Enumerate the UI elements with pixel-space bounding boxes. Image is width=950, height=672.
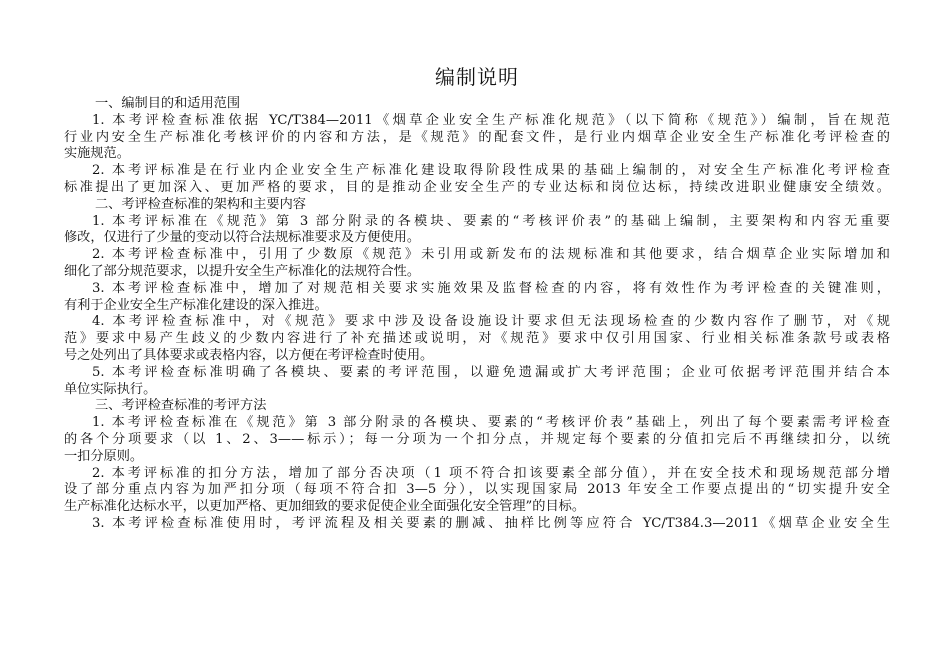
paragraph-line: 修改，仅进行了少量的变动以符合法规标准要求及方便使用。 [64,230,421,246]
paragraph-line: 细化了部分规范要求，以提升安全生产标准化的法规符合性。 [64,263,421,279]
page-title: 编制说明 [435,65,519,89]
paragraph-line: 4. 本考评检查标准中，对《规范》要求中涉及设备设施设计要求但无法现场检查的少数内容作了删节，对《规 [92,314,890,330]
paragraph-line: 标准提出了更加深入、更加严格的要求，目的是推动企业安全生产的专业达标和岗位达标，持续改进职业健康安全绩效。 [64,179,890,195]
paragraph-line: 1. 本考评检查标准在《规范》第 3 部分附录的各模块、要素的“考核评价表”基础上，列出了每个要素需考评检查 [92,415,890,431]
paragraph-line: 2. 本考评标准的扣分方法，增加了部分否决项（1 项不符合扣该要素全部分值），并在安全技术和现场规范部分增 [92,465,890,481]
section-heading-2: 二、考评检查标准的架构和主要内容 [95,196,306,212]
paragraph-line: 2. 本考评检查标准中，引用了少数原《规范》未引用或新发布的法规标准和其他要求，结合烟草企业实际增加和 [92,247,890,263]
paragraph-line: 范》要求中易产生歧义的少数内容进行了补充描述或说明，对《规范》要求中仅引用国家、行业相关标准条款号或表格 [64,331,890,347]
paragraph-line: 有利于企业安全生产标准化建设的深入推进。 [64,297,328,313]
paragraph-line: 5. 本考评检查标准明确了各模块、要素的考评范围，以避免遗漏或扩大考评范围；企业可依据考评范围并结合本 [92,364,890,380]
section-heading-1: 一、编制目的和适用范围 [95,96,241,111]
paragraph-line: 1. 本考评标准在《规范》第 3 部分附录的各模块、要素的“考核评价表”的基础上编制，主要架构和内容无重要 [92,213,890,229]
paragraph-line: 生产标准化达标水平，以更加严格、更加细致的要求促使企业全面强化安全管理”的目标。 [64,499,586,515]
paragraph-line: 行业内安全生产标准化考核评价的内容和方法，是《规范》的配套文件，是行业内烟草企业安全生产标准化考评检查的 [64,129,890,145]
paragraph-line: 3. 本考评检查标准中，增加了对规范相关要求实施效果及监督检查的内容，将有效性作为考评检查的关键准则， [92,280,890,296]
paragraph-line: 3. 本考评检查标准使用时，考评流程及相关要素的删减、抽样比例等应符合 YC/T384.3—2011《烟草企业安全生 [92,515,890,531]
paragraph-line: 的各个分项要求（以 1、2、3——标示）；每一分项为一个扣分点，并规定每个要素的分值扣完后不再继续扣分，以统 [64,431,890,447]
section-heading-3: 三、考评检查标准的考评方法 [95,398,267,414]
paragraph-line: 2. 本考评标准是在行业内企业安全生产标准化建设取得阶段性成果的基础上编制的，对安全生产标准化考评检查 [92,163,890,179]
paragraph-line: 1. 本考评检查标准依据 YC/T384—2011《烟草企业安全生产标准化规范》（以下简称《规范》）编制，旨在规范 [92,112,890,128]
paragraph-line: 单位实际执行。 [64,381,157,397]
paragraph-line: 实施规范。 [64,146,130,162]
document-page [64,62,890,533]
paragraph-line: 一扣分原则。 [64,448,144,464]
paragraph-line: 设了部分重点内容为加严扣分项（每项不符合扣 3—5 分），以实现国家局 2013 年安全工作要点提出的“切实提升安全 [64,482,890,498]
paragraph-line: 号之处列出了具体要求或表格内容，以方便在考评检查时使用。 [64,347,434,363]
